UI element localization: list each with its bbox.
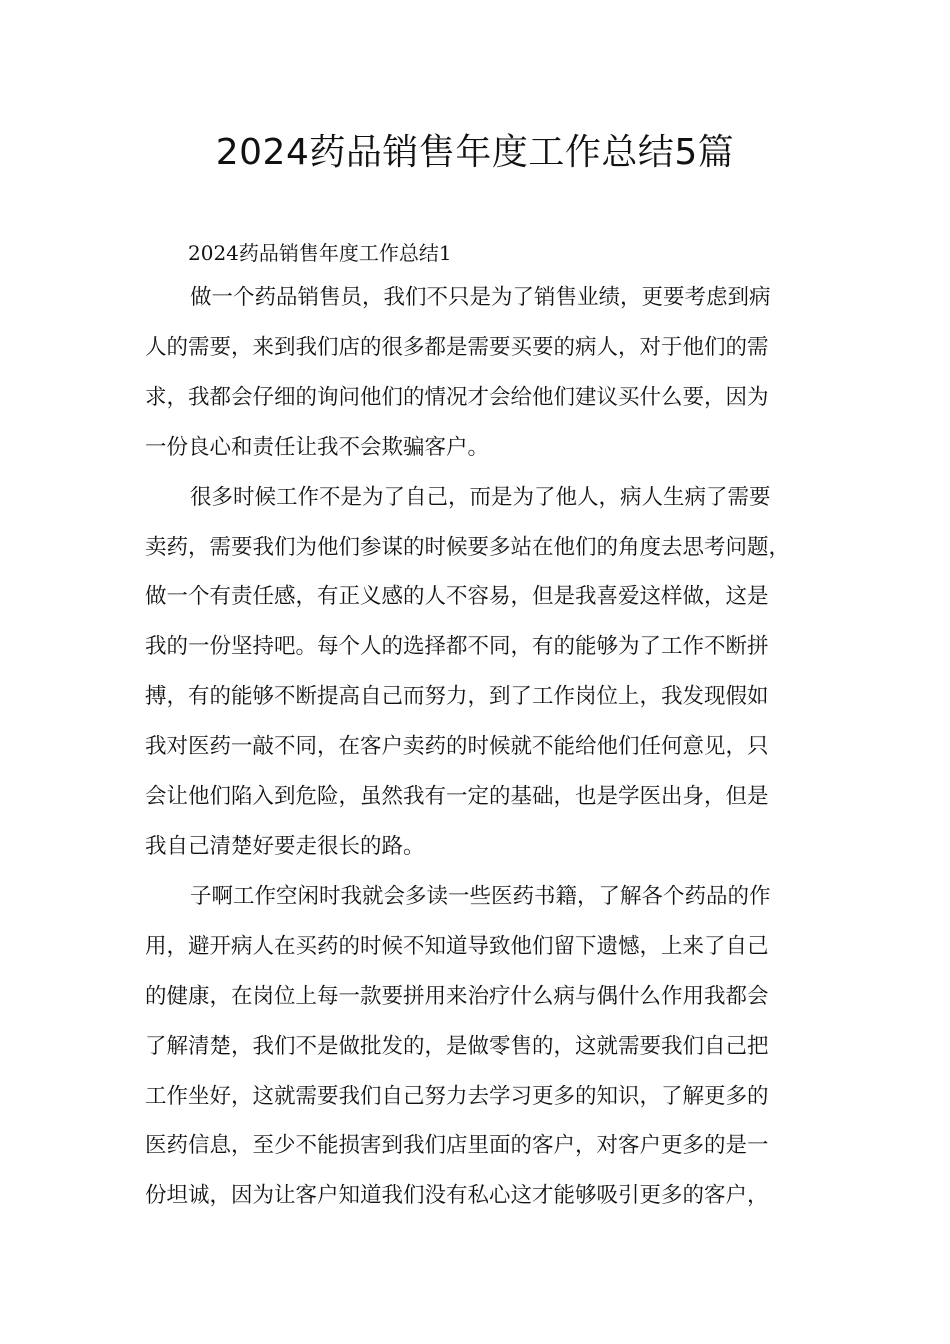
body-line: 一份良心和责任让我不会欺骗客户。 bbox=[145, 435, 490, 460]
body-line: 的健康，在岗位上每一款要拼用来治疗什么病与偶什么作用我都会 bbox=[145, 984, 769, 1009]
body-line: 卖药，需要我们为他们参谋的时候要多站在他们的角度去思考问题， bbox=[145, 535, 791, 560]
body-line: 我的一份坚持吧。每个人的选择都不同，有的能够为了工作不断拼 bbox=[145, 634, 769, 659]
section-heading: 2024药品销售年度工作总结1 bbox=[188, 241, 452, 265]
body-line: 工作坐好，这就需要我们自己努力去学习更多的知识，了解更多的 bbox=[145, 1084, 769, 1109]
body-line: 做一个药品销售员，我们不只是为了销售业绩，更要考虑到病 bbox=[190, 285, 771, 310]
body-line: 求，我都会仔细的询问他们的情况才会给他们建议买什么要，因为 bbox=[145, 385, 769, 410]
body-line: 人的需要，来到我们店的很多都是需要买要的病人，对于他们的需 bbox=[145, 335, 769, 360]
body-line: 了解清楚，我们不是做批发的，是做零售的，这就需要我们自己把 bbox=[145, 1034, 769, 1059]
body-line: 用，避开病人在买药的时候不知道导致他们留下遗憾，上来了自己 bbox=[145, 934, 769, 959]
body-line: 我对医药一敲不同，在客户卖药的时候就不能给他们任何意见，只 bbox=[145, 734, 769, 759]
body-line: 医药信息，至少不能损害到我们店里面的客户，对客户更多的是一 bbox=[145, 1133, 769, 1158]
body-line: 我自己清楚好要走很长的路。 bbox=[145, 834, 425, 859]
body-line: 搏，有的能够不断提高自己而努力，到了工作岗位上，我发现假如 bbox=[145, 684, 769, 709]
body-line: 子啊工作空闲时我就会多读一些医药书籍，了解各个药品的作 bbox=[190, 884, 771, 909]
body-line: 会让他们陷入到危险，虽然我有一定的基础，也是学医出身，但是 bbox=[145, 784, 769, 809]
body-line: 份坦诚，因为让客户知道我们没有私心这才能够吸引更多的客户， bbox=[145, 1183, 769, 1208]
document-title: 2024药品销售年度工作总结5篇 bbox=[215, 132, 735, 173]
body-line: 很多时候工作不是为了自己，而是为了他人，病人生病了需要 bbox=[190, 485, 771, 510]
body-line: 做一个有责任感，有正义感的人不容易，但是我喜爱这样做，这是 bbox=[145, 584, 769, 609]
